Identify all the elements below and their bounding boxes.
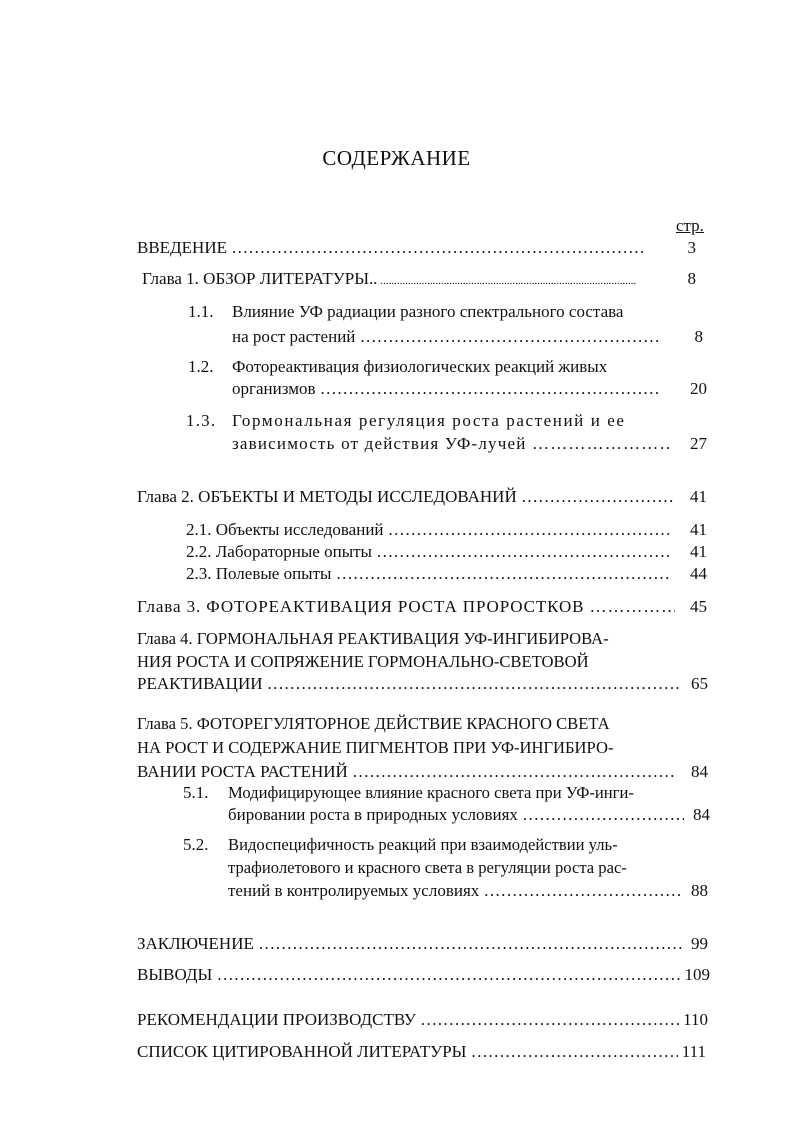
toc-entry-findings-label: ВЫВОДЫ (137, 965, 213, 984)
toc-page-ch2: 41 (690, 487, 707, 506)
toc-entry-2-3-label: 2.3. Полевые опыты (186, 564, 332, 583)
toc-entry-conclusion-label: ЗАКЛЮЧЕНИЕ (137, 934, 254, 953)
toc-entry-intro-label: ВВЕДЕНИЕ (137, 238, 227, 257)
toc-entry-2-1[interactable] (186, 519, 670, 541)
toc-page-2-1: 41 (690, 520, 707, 539)
toc-entry-references-label: СПИСОК ЦИТИРОВАННОЙ ЛИТЕРАТУРЫ (137, 1042, 467, 1061)
toc-entry-references[interactable] (137, 1041, 678, 1063)
toc-entry-1-1-line1[interactable]: Влияние УФ радиации разного спектрального состава (232, 302, 624, 321)
toc-num-5-1: 5.1. (183, 783, 209, 802)
toc-num-1-2: 1.2. (188, 357, 214, 376)
toc-page-references: 111 (681, 1042, 706, 1061)
toc-entry-2-1-label: 2.1. Объекты исследований (186, 520, 384, 539)
toc-entry-conclusion[interactable] (137, 933, 685, 955)
toc-page-2-2: 41 (690, 542, 707, 561)
toc-entry-intro[interactable] (137, 237, 643, 259)
toc-entry-5-2-line2[interactable]: трафиолетового и красного света в регуляции роста рас- (228, 858, 627, 877)
toc-entry-5-2-line1[interactable]: Видоспецифичность реакций при взаимодействии уль- (228, 835, 618, 854)
toc-entry-findings[interactable] (137, 964, 682, 986)
toc-page-ch3: 45 (690, 597, 707, 616)
toc-entry-1-3-line1[interactable]: Гормональная регуляция роста растений и ее (232, 411, 626, 430)
toc-page-1-2: 20 (690, 379, 707, 398)
toc-entry-recommendations[interactable] (137, 1009, 680, 1031)
toc-entry-1-2-line2-label: организмов (232, 379, 316, 398)
page-column-header: стр. (676, 216, 704, 235)
toc-entry-5-2-line3[interactable] (228, 880, 680, 902)
toc-page-findings: 109 (684, 965, 710, 984)
toc-entry-ch3-label: Глава 3. ФОТОРЕАКТИВАЦИЯ РОСТА ПРОРОСТКОВ (137, 597, 585, 616)
toc-entry-2-3[interactable] (186, 563, 670, 585)
toc-page-recommendations: 110 (683, 1010, 708, 1029)
toc-entry-5-2-line3-label: тений в контролируемых условиях (228, 881, 480, 900)
toc-entry-1-1-line2[interactable] (232, 326, 660, 348)
toc-entry-ch4-line2[interactable]: НИЯ РОСТА И СОПРЯЖЕНИЕ ГОРМОНАЛЬНО-СВЕТОВОЙ (137, 652, 589, 671)
toc-page-ch4: 65 (691, 674, 708, 693)
toc-num-1-3: 1.3. (186, 411, 217, 430)
toc-page-5-1: 84 (693, 805, 710, 824)
toc-entry-5-1-line1[interactable]: Модифицирующее влияние красного света при УФ-инги- (228, 783, 634, 802)
toc-page-ch1: 8 (687, 269, 696, 288)
page-title: СОДЕРЖАНИЕ (322, 146, 471, 170)
toc-page-conclusion: 99 (691, 934, 708, 953)
toc-entry-ch1[interactable] (142, 268, 636, 292)
toc-entry-1-3-line2[interactable] (232, 433, 670, 455)
toc-num-5-2: 5.2. (183, 835, 209, 854)
toc-entry-ch2[interactable] (137, 486, 673, 508)
toc-entry-ch4-line3-label: РЕАКТИВАЦИИ (137, 674, 263, 693)
toc-page-5-2: 88 (691, 881, 708, 900)
toc-entry-2-2[interactable] (186, 541, 670, 563)
toc-entry-ch1-label: Глава 1. ОБЗОР ЛИТЕРАТУРЫ.. (142, 269, 378, 288)
toc-entry-5-1-line2[interactable] (228, 804, 684, 826)
toc-page-1-3: 27 (690, 434, 707, 453)
toc-entry-ch3[interactable] (137, 596, 675, 618)
toc-page-ch5: 84 (691, 762, 708, 781)
toc-page-1-1: 8 (694, 327, 703, 346)
toc-num-1-1: 1.1. (188, 302, 214, 321)
toc-page-2-3: 44 (690, 564, 707, 583)
toc-entry-ch2-label: Глава 2. ОБЪЕКТЫ И МЕТОДЫ ИССЛЕДОВАНИЙ (137, 487, 517, 506)
toc-page-intro: 3 (687, 238, 696, 257)
toc-entry-2-2-label: 2.2. Лабораторные опыты (186, 542, 372, 561)
toc-entry-ch4-line1[interactable]: Глава 4. ГОРМОНАЛЬНАЯ РЕАКТИВАЦИЯ УФ-ИНГИБИРОВА- (137, 629, 609, 648)
toc-entry-1-2-line2[interactable] (232, 378, 660, 400)
toc-entry-1-3-line2-label: зависимость от действия УФ-лучей (232, 434, 527, 453)
toc-entry-ch4-line3[interactable] (137, 673, 682, 695)
toc-entry-1-1-line2-label: на рост растений (232, 327, 356, 346)
toc-entry-ch5-line1[interactable]: Глава 5. ФОТОРЕГУЛЯТОРНОЕ ДЕЙСТВИЕ КРАСНОГО СВЕТА (137, 714, 610, 733)
toc-entry-5-1-line2-label: бировании роста в природных условиях (228, 805, 518, 824)
toc-entry-1-2-line1[interactable]: Фотореактивация физиологических реакций живых (232, 357, 608, 376)
toc-entry-ch5-line2[interactable]: НА РОСТ И СОДЕРЖАНИЕ ПИГМЕНТОВ ПРИ УФ-ИНГИБИРО- (137, 738, 614, 757)
toc-entry-ch5-line3[interactable] (137, 761, 675, 783)
toc-entry-recommendations-label: РЕКОМЕНДАЦИИ ПРОИЗВОДСТВУ (137, 1010, 416, 1029)
toc-entry-ch5-line3-label: ВАНИИ РОСТА РАСТЕНИЙ (137, 762, 348, 781)
